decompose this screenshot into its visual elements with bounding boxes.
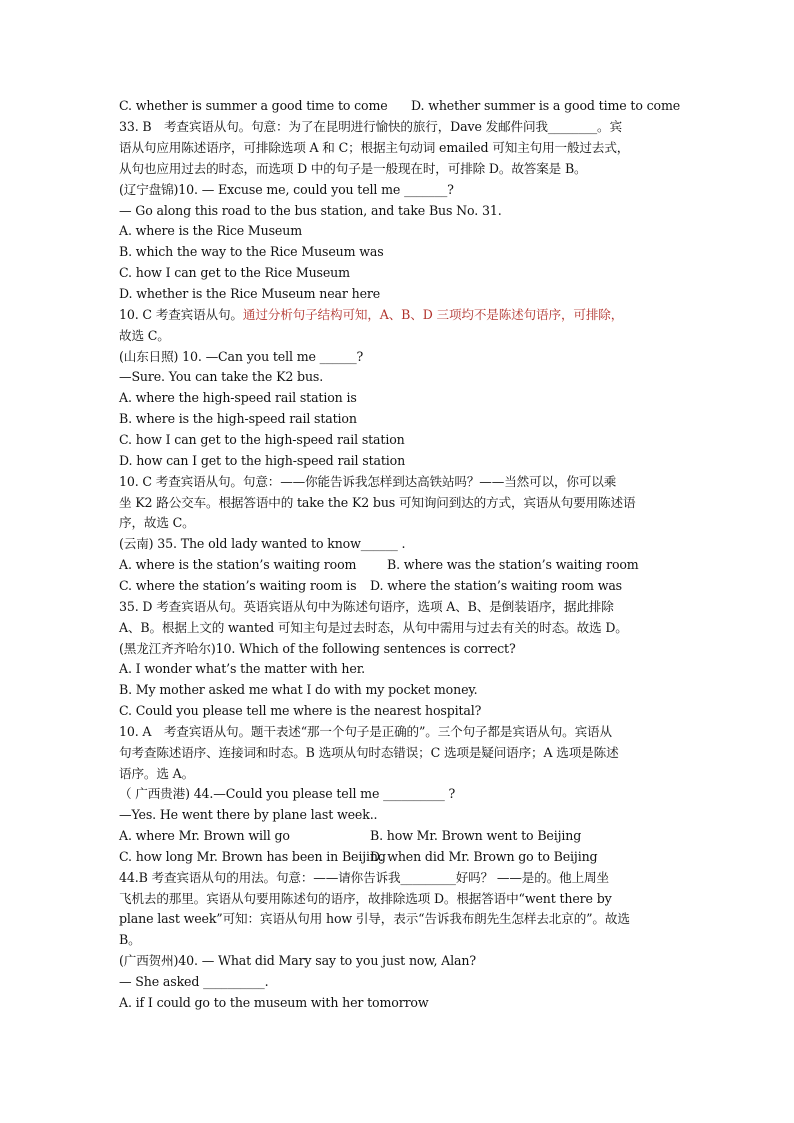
option-line: A. if I could go to the museum with her tomorrow xyxy=(119,995,429,1010)
option-d: D. when did Mr. Brown go to Beijing xyxy=(370,849,598,864)
option-line xyxy=(119,576,679,597)
question-line: — She asked __________. xyxy=(119,974,269,989)
option-line xyxy=(119,555,679,576)
option-line: A. I wonder what’s the matter with her. xyxy=(119,661,366,676)
answer-line: 44.B 考查宾语从句的用法。句意：——请你告诉我_________好吗？ ——是的。他上周坐 xyxy=(119,870,609,885)
answer-line: 序，故选 C。 xyxy=(119,515,195,530)
answer-line: B。 xyxy=(119,932,141,947)
option-line: D. how can I get to the high-speed rail station xyxy=(119,453,406,468)
option-line xyxy=(119,96,679,117)
answer-line: 坐 K2 路公交车。根据答语中的 take the K2 bus 可知询问到达的方式，宾语从句要用陈述语 xyxy=(119,495,636,510)
answer-line: 10. A 考查宾语从句。题干表述“那一个句子是正确的”。三个句子都是宾语从句。宾语从 xyxy=(119,724,612,739)
option-line: C. how I can get to the Rice Museum xyxy=(119,265,350,280)
answer-line: 33. B 考查宾语从句。句意：为了在昆明进行愉快的旅行，Dave 发邮件问我________。宾 xyxy=(119,119,622,134)
question-line: (山东日照) 10. —Can you tell me ______? xyxy=(119,349,364,364)
option-line: A. where is the Rice Museum xyxy=(119,223,302,238)
option-b: B. where was the station’s waiting room xyxy=(387,557,639,572)
option-a: A. where Mr. Brown will go xyxy=(119,828,290,843)
option-b: B. how Mr. Brown went to Beijing xyxy=(370,828,582,843)
answer-line: 句考查陈述语序、连接词和时态。B 选项从句时态错误；C 选项是疑问语序；A 选项是陈述 xyxy=(119,745,619,760)
question-line: （ 广西贵港) 44.—Could you please tell me __________ ? xyxy=(119,786,456,801)
option-d: D. where the station’s waiting room was xyxy=(370,578,622,593)
question-line: (云南) 35. The old lady wanted to know______ . xyxy=(119,536,406,551)
answer-line: 语从句应用陈述语序，可排除选项 A 和 C；根据主句动词 emailed 可知主句用一般过去式， xyxy=(119,140,630,155)
question-line: (广西贺州)40. — What did Mary say to you just now, Alan? xyxy=(119,953,476,968)
highlighted-explanation: 通过分析句子结构可知，A、B、D 三项均不是陈述句语序，可排除， xyxy=(242,307,624,322)
answer-line: A、B。根据上文的 wanted 可知主句是过去时态，从句中需用与过去有关的时态。故选 D。 xyxy=(119,620,628,635)
answer-line: 飞机去的那里。宾语从句要用陈述句的语序，故排除选项 D。根据答语中“went there by xyxy=(119,891,612,906)
question-line: —Sure. You can take the K2 bus. xyxy=(119,369,324,384)
option-line: A. where the high-speed rail station is xyxy=(119,390,357,405)
option-line: B. My mother asked me what I do with my pocket money. xyxy=(119,682,478,697)
option-d: D. whether summer is a good time to come xyxy=(411,98,681,113)
question-line: (黑龙江齐齐哈尔)10. Which of the following sentences is correct? xyxy=(119,641,516,656)
answer-line: 从句也应用过去的时态，而选项 D 中的句子是一般现在时，可排除 D。故答案是 B。 xyxy=(119,161,587,176)
option-c: C. where the station’s waiting room is xyxy=(119,578,357,593)
option-line: B. where is the high-speed rail station xyxy=(119,411,357,426)
answer-line: plane last week”可知：宾语从句用 how 引导，表示“告诉我布朗先生怎样去北京的”。故选 xyxy=(119,911,630,926)
option-line: B. which the way to the Rice Museum was xyxy=(119,244,384,259)
option-line xyxy=(119,847,679,868)
question-line: (辽宁盘锦)10. — Excuse me, could you tell me _______? xyxy=(119,182,454,197)
question-line: — Go along this road to the bus station, and take Bus No. 31. xyxy=(119,203,502,218)
option-line: C. how I can get to the high-speed rail station xyxy=(119,432,405,447)
option-line: C. Could you please tell me where is the nearest hospital? xyxy=(119,703,482,718)
answer-line: 语序。选 A。 xyxy=(119,766,195,781)
question-line: —Yes. He went there by plane last week.. xyxy=(119,807,378,822)
option-line xyxy=(119,826,679,847)
answer-line: 10. C 考查宾语从句。通过分析句子结构可知，A、B、D 三项均不是陈述句语序，可排除， xyxy=(119,307,624,322)
option-c: C. whether is summer a good time to come xyxy=(119,98,388,113)
option-c: C. how long Mr. Brown has been in Beijing xyxy=(119,849,386,864)
answer-line: 故选 C。 xyxy=(119,328,170,343)
answer-line: 35. D 考查宾语从句。英语宾语从句中为陈述句语序，选项 A、B、是倒装语序，据此排除 xyxy=(119,599,614,614)
option-a: A. where is the station’s waiting room xyxy=(119,557,357,572)
option-line: D. whether is the Rice Museum near here xyxy=(119,286,381,301)
answer-line: 10. C 考查宾语从句。句意：——你能告诉我怎样到达高铁站吗？——当然可以，你可以乘 xyxy=(119,474,617,489)
